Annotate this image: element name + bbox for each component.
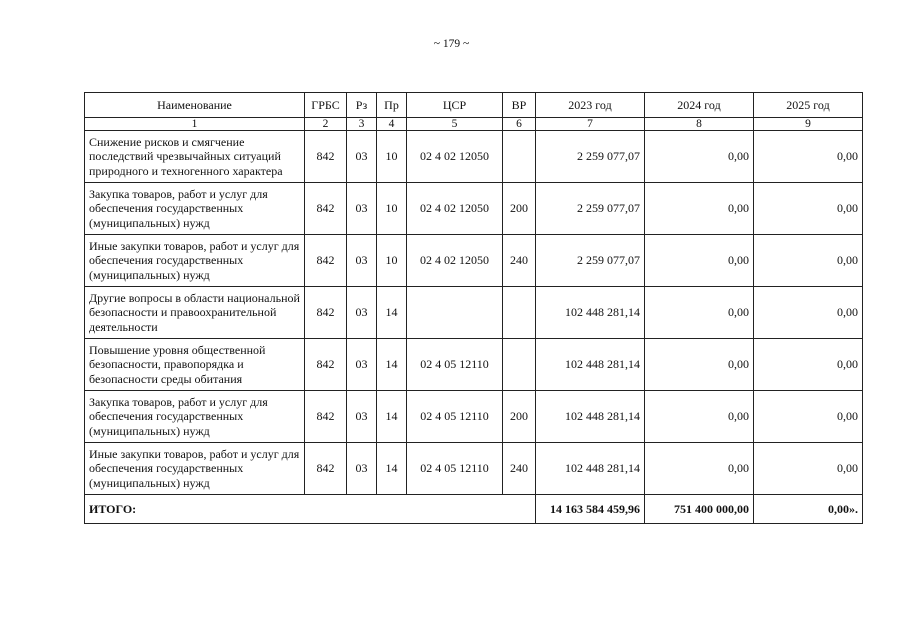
vr-cell: 240 xyxy=(503,443,536,495)
column-number-cell: 9 xyxy=(754,118,863,131)
grbs-cell: 842 xyxy=(305,183,347,235)
header-row xyxy=(85,93,863,118)
column-number-cell: 8 xyxy=(645,118,754,131)
table-row xyxy=(85,391,863,443)
column-number-cell: 1 xyxy=(85,118,305,131)
header-cell: ЦСР xyxy=(407,93,503,118)
table-row xyxy=(85,339,863,391)
budget-table xyxy=(84,92,863,524)
pr-cell: 10 xyxy=(377,235,407,287)
table-row xyxy=(85,131,863,183)
pr-cell: 14 xyxy=(377,287,407,339)
row-name: Повышение уровня общественной безопасности, правопорядка и безопасности среды обитания xyxy=(85,339,305,391)
column-number-cell: 2 xyxy=(305,118,347,131)
amount-2025: 0,00 xyxy=(754,443,863,495)
vr-cell: 240 xyxy=(503,235,536,287)
rz-cell: 03 xyxy=(347,183,377,235)
amount-2023: 102 448 281,14 xyxy=(536,443,645,495)
row-name: Иные закупки товаров, работ и услуг для обеспечения государственных (муниципальных) нужд xyxy=(85,235,305,287)
amount-2024: 0,00 xyxy=(645,235,754,287)
amount-2023: 102 448 281,14 xyxy=(536,391,645,443)
rz-cell: 03 xyxy=(347,391,377,443)
header-cell: ВР xyxy=(503,93,536,118)
header-cell: 2024 год xyxy=(645,93,754,118)
column-number-cell: 3 xyxy=(347,118,377,131)
amount-2023: 102 448 281,14 xyxy=(536,339,645,391)
amount-2023: 2 259 077,07 xyxy=(536,131,645,183)
header-cell: Наименование xyxy=(85,93,305,118)
total-2023: 14 163 584 459,96 xyxy=(536,495,645,524)
total-2024: 751 400 000,00 xyxy=(645,495,754,524)
pr-cell: 10 xyxy=(377,183,407,235)
pr-cell: 14 xyxy=(377,391,407,443)
column-number-cell: 6 xyxy=(503,118,536,131)
csr-cell: 02 4 02 12050 xyxy=(407,235,503,287)
amount-2024: 0,00 xyxy=(645,339,754,391)
grbs-cell: 842 xyxy=(305,287,347,339)
csr-cell xyxy=(407,287,503,339)
column-number-row xyxy=(85,118,863,131)
csr-cell: 02 4 02 12050 xyxy=(407,183,503,235)
row-name: Снижение рисков и смягчение последствий чрезвычайных ситуаций природного и техногенного характера xyxy=(85,131,305,183)
rz-cell: 03 xyxy=(347,235,377,287)
table-row xyxy=(85,235,863,287)
column-number-cell: 4 xyxy=(377,118,407,131)
amount-2025: 0,00 xyxy=(754,183,863,235)
vr-cell: 200 xyxy=(503,391,536,443)
row-name: Закупка товаров, работ и услуг для обеспечения государственных (муниципальных) нужд xyxy=(85,391,305,443)
vr-cell xyxy=(503,131,536,183)
total-label: ИТОГО: xyxy=(85,495,536,524)
total-row xyxy=(85,495,863,524)
rz-cell: 03 xyxy=(347,339,377,391)
amount-2025: 0,00 xyxy=(754,391,863,443)
pr-cell: 14 xyxy=(377,443,407,495)
amount-2025: 0,00 xyxy=(754,235,863,287)
rz-cell: 03 xyxy=(347,287,377,339)
column-number-cell: 7 xyxy=(536,118,645,131)
vr-cell xyxy=(503,287,536,339)
row-name: Иные закупки товаров, работ и услуг для обеспечения государственных (муниципальных) нужд xyxy=(85,443,305,495)
grbs-cell: 842 xyxy=(305,391,347,443)
row-name: Другие вопросы в области национальной безопасности и правоохранительной деятельности xyxy=(85,287,305,339)
grbs-cell: 842 xyxy=(305,443,347,495)
amount-2023: 2 259 077,07 xyxy=(536,183,645,235)
pr-cell: 14 xyxy=(377,339,407,391)
csr-cell: 02 4 05 12110 xyxy=(407,391,503,443)
amount-2024: 0,00 xyxy=(645,443,754,495)
amount-2024: 0,00 xyxy=(645,131,754,183)
amount-2025: 0,00 xyxy=(754,287,863,339)
header-cell: Рз xyxy=(347,93,377,118)
rz-cell: 03 xyxy=(347,131,377,183)
header-cell: Пр xyxy=(377,93,407,118)
amount-2024: 0,00 xyxy=(645,391,754,443)
rz-cell: 03 xyxy=(347,443,377,495)
amount-2025: 0,00 xyxy=(754,131,863,183)
vr-cell xyxy=(503,339,536,391)
total-2025: 0,00». xyxy=(754,495,863,524)
column-number-cell: 5 xyxy=(407,118,503,131)
page-number: ~ 179 ~ xyxy=(433,38,470,50)
csr-cell: 02 4 02 12050 xyxy=(407,131,503,183)
header-cell: 2025 год xyxy=(754,93,863,118)
csr-cell: 02 4 05 12110 xyxy=(407,443,503,495)
csr-cell: 02 4 05 12110 xyxy=(407,339,503,391)
header-cell: ГРБС xyxy=(305,93,347,118)
row-name: Закупка товаров, работ и услуг для обеспечения государственных (муниципальных) нужд xyxy=(85,183,305,235)
table-row xyxy=(85,443,863,495)
amount-2024: 0,00 xyxy=(645,287,754,339)
amount-2023: 2 259 077,07 xyxy=(536,235,645,287)
grbs-cell: 842 xyxy=(305,339,347,391)
amount-2025: 0,00 xyxy=(754,339,863,391)
vr-cell: 200 xyxy=(503,183,536,235)
amount-2024: 0,00 xyxy=(645,183,754,235)
grbs-cell: 842 xyxy=(305,131,347,183)
header-cell: 2023 год xyxy=(536,93,645,118)
pr-cell: 10 xyxy=(377,131,407,183)
table-row xyxy=(85,183,863,235)
table-row xyxy=(85,287,863,339)
amount-2023: 102 448 281,14 xyxy=(536,287,645,339)
grbs-cell: 842 xyxy=(305,235,347,287)
